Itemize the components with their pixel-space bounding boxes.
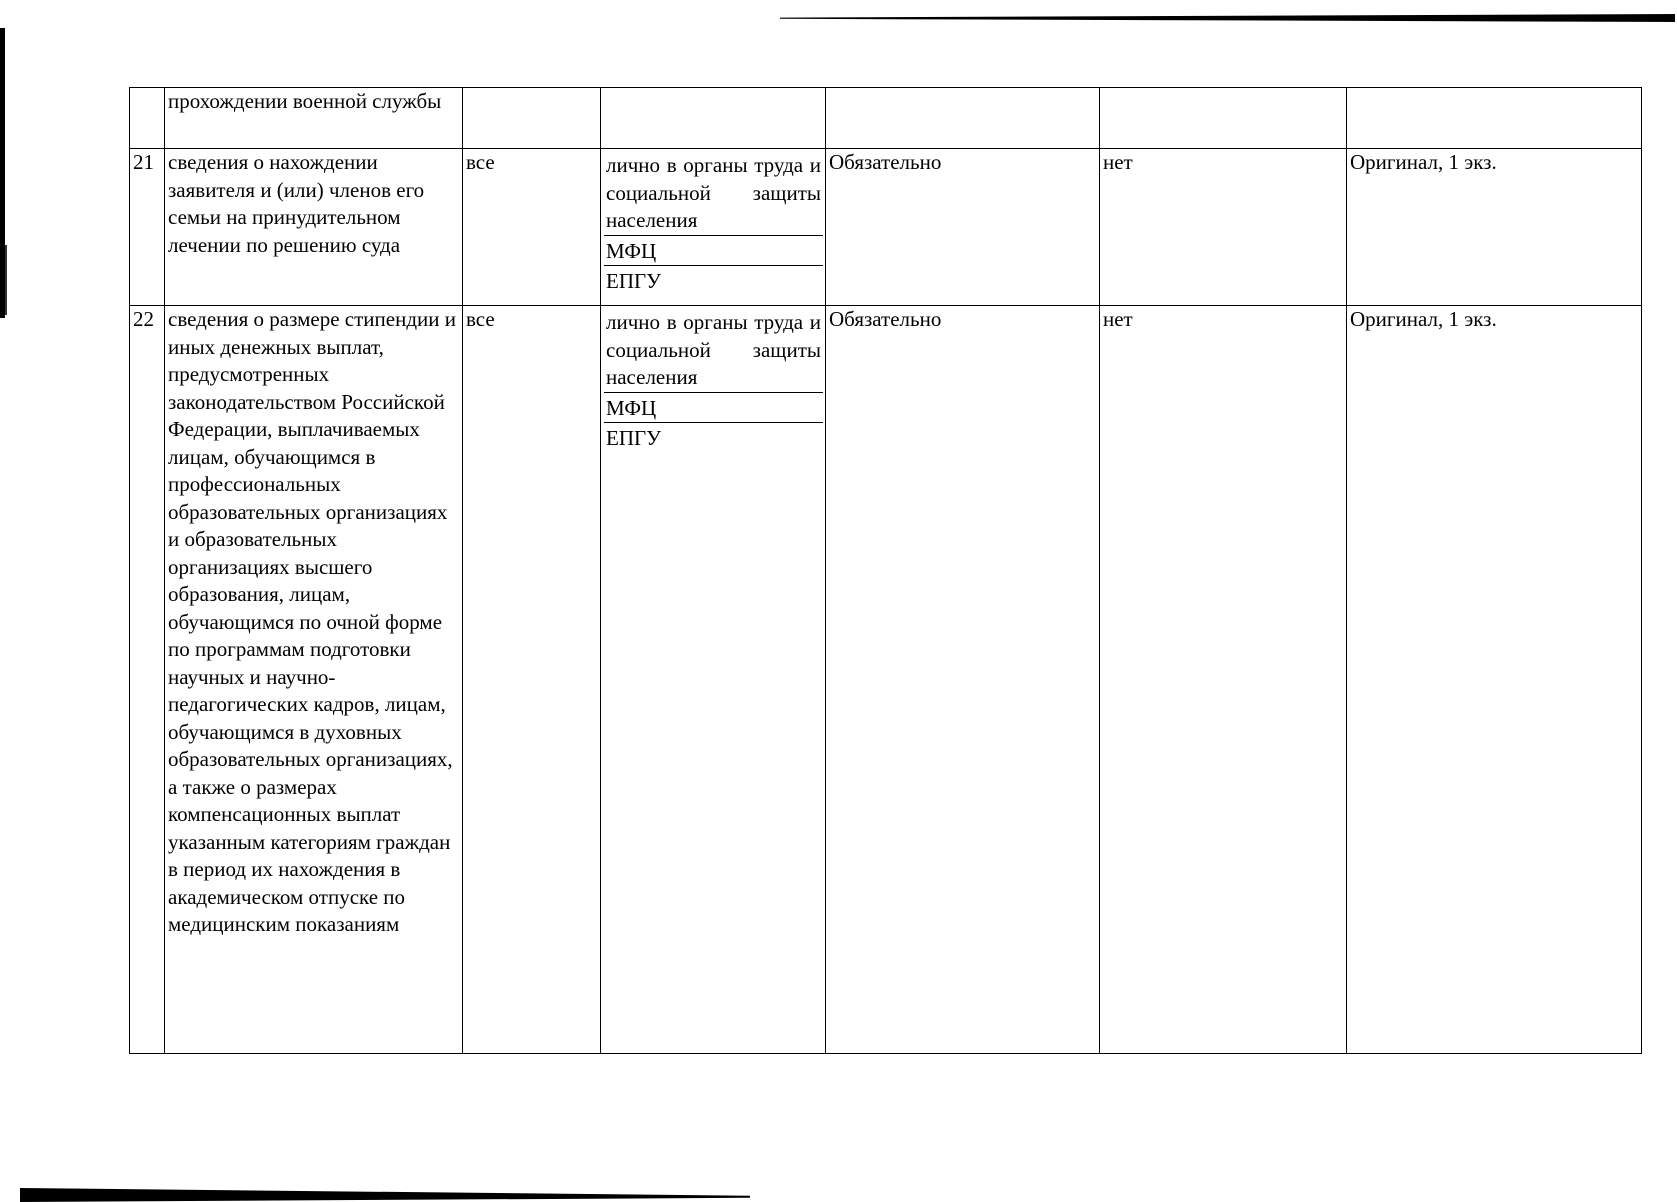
document-name: прохождении военной службы: [165, 88, 463, 149]
documents-table: [129, 87, 1642, 1054]
applicant-category: [463, 88, 601, 149]
channel-mfc: МФЦ: [604, 393, 823, 424]
row-number: [130, 88, 165, 149]
scan-edge-top: [780, 14, 1675, 22]
requirement: Обязательно: [826, 306, 1100, 1054]
channel-epgu: ЕПГУ: [606, 426, 662, 450]
return-flag: [1100, 88, 1347, 149]
document-form: [1347, 88, 1642, 149]
document-form: Оригинал, 1 экз.: [1347, 149, 1642, 306]
channel-in-person: [604, 149, 823, 236]
channel-in-person: [604, 306, 823, 393]
table-row: [130, 149, 1642, 306]
return-flag: нет: [1100, 149, 1347, 306]
channel-mfc: МФЦ: [604, 236, 823, 267]
channel-in-person-text: лично в органы труда и социальной защиты населения: [606, 310, 821, 389]
submission-channels: [601, 306, 826, 1054]
document-name: сведения о размере стипендии и иных денежных выплат, предусмотренных законодательством Российской Федерации, выплачиваемых лицам, обучающимся в профессиональных образовательных организациях и образовательных организациях высшего образования, лицам, обучающимся по очной форме по программам подготовки научных и научно-педагогических кадров, лицам, обучающимся в духовных образовательных организациях, а также о размерах компенсационных выплат указанным категориям граждан в период их нахождения в академическом отпуске по медицинским показаниям: [165, 306, 463, 1054]
channel-epgu: ЕПГУ: [606, 269, 662, 293]
scan-edge-left-thin: [5, 245, 7, 315]
document-name: сведения о нахождении заявителя и (или) членов его семьи на принудительном лечении по решению суда: [165, 149, 463, 306]
channel-in-person-text: лично в органы труда и социальной защиты населения: [606, 153, 821, 232]
applicant-category: все: [463, 149, 601, 306]
requirement: [826, 88, 1100, 149]
return-flag: нет: [1100, 306, 1347, 1054]
table-row: [130, 306, 1642, 1054]
document-form: Оригинал, 1 экз.: [1347, 306, 1642, 1054]
applicant-category: все: [463, 306, 601, 1054]
submission-channels: [601, 149, 826, 306]
table-row: [130, 88, 1642, 149]
row-number: 22: [130, 306, 165, 1054]
requirement: Обязательно: [826, 149, 1100, 306]
row-number: 21: [130, 149, 165, 306]
submission-channels: [601, 88, 826, 149]
